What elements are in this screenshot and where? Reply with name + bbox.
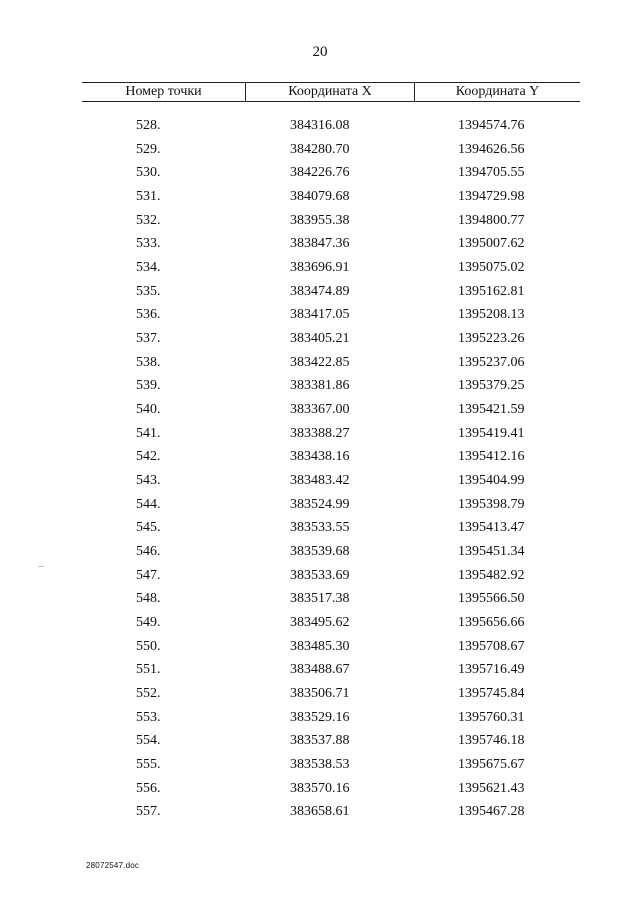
point-number-cell: 535. (136, 283, 161, 299)
margin-mark (38, 566, 44, 567)
coordinate-y-cell: 1395162.81 (458, 283, 525, 299)
coordinate-y-cell: 1395223.26 (458, 331, 525, 347)
point-number-cell: 552. (136, 686, 161, 702)
coordinate-x-cell: 383495.62 (290, 615, 350, 631)
coordinate-y-cell: 1395421.59 (458, 402, 525, 418)
table-row (82, 685, 580, 709)
table-row (82, 756, 580, 780)
point-number-cell: 534. (136, 260, 161, 276)
coordinate-x-cell: 383529.16 (290, 709, 350, 725)
coordinate-x-cell: 384226.76 (290, 165, 350, 181)
coordinate-y-cell: 1395208.13 (458, 307, 525, 323)
coordinate-y-cell: 1395760.31 (458, 709, 525, 725)
table-row (82, 354, 580, 378)
coordinate-x-cell: 384079.68 (290, 189, 350, 205)
coordinate-x-cell: 383381.86 (290, 378, 350, 394)
coordinate-x-cell: 383955.38 (290, 212, 350, 228)
coordinate-x-cell: 383474.89 (290, 283, 350, 299)
coordinate-x-cell: 383524.99 (290, 496, 350, 512)
table-row (82, 330, 580, 354)
coordinate-y-cell: 1395451.34 (458, 544, 525, 560)
point-number-cell: 537. (136, 331, 161, 347)
point-number-cell: 545. (136, 520, 161, 536)
coordinate-y-cell: 1395482.92 (458, 567, 525, 583)
table-row (82, 212, 580, 236)
point-number-cell: 547. (136, 567, 161, 583)
coordinate-x-cell: 383485.30 (290, 638, 350, 654)
coordinate-x-cell: 383537.88 (290, 733, 350, 749)
table-row (82, 141, 580, 165)
table-row (82, 377, 580, 401)
table-row (82, 780, 580, 804)
coordinate-y-cell: 1395745.84 (458, 686, 525, 702)
table-row (82, 164, 580, 188)
coordinate-y-cell: 1395716.49 (458, 662, 525, 678)
coordinate-y-cell: 1395675.67 (458, 757, 525, 773)
coordinate-y-cell: 1395656.66 (458, 615, 525, 631)
coordinate-x-cell: 383417.05 (290, 307, 350, 323)
point-number-cell: 543. (136, 473, 161, 489)
coordinate-y-cell: 1395404.99 (458, 473, 525, 489)
table-row (82, 448, 580, 472)
table-row (82, 567, 580, 591)
table-row (82, 519, 580, 543)
table-row (82, 638, 580, 662)
page-number: 20 (312, 44, 328, 60)
point-number-cell: 540. (136, 402, 161, 418)
coordinate-y-cell: 1395075.02 (458, 260, 525, 276)
coordinate-y-cell: 1395621.43 (458, 780, 525, 796)
coordinate-y-cell: 1395467.28 (458, 804, 525, 820)
point-number-cell: 550. (136, 638, 161, 654)
table-row (82, 235, 580, 259)
coordinate-y-cell: 1394729.98 (458, 189, 525, 205)
coordinate-y-cell: 1395412.16 (458, 449, 525, 465)
point-number-cell: 536. (136, 307, 161, 323)
coordinate-y-cell: 1395746.18 (458, 733, 525, 749)
table-row (82, 543, 580, 567)
table-row (82, 188, 580, 212)
coordinate-x-cell: 383367.00 (290, 402, 350, 418)
coordinate-x-cell: 383533.55 (290, 520, 350, 536)
table-row (82, 803, 580, 827)
coordinate-x-cell: 383696.91 (290, 260, 350, 276)
table-header (82, 82, 580, 102)
coordinate-x-cell: 383488.67 (290, 662, 350, 678)
table-row (82, 425, 580, 449)
coordinate-y-cell: 1395419.41 (458, 425, 525, 441)
point-number-cell: 531. (136, 189, 161, 205)
coordinate-x-cell: 383517.38 (290, 591, 350, 607)
table-row (82, 732, 580, 756)
coordinate-y-cell: 1395413.47 (458, 520, 525, 536)
coordinate-y-cell: 1394800.77 (458, 212, 525, 228)
coordinate-x-cell: 383533.69 (290, 567, 350, 583)
coordinate-x-cell: 383422.85 (290, 354, 350, 370)
table-row (82, 283, 580, 307)
coordinate-x-cell: 383405.21 (290, 331, 350, 347)
coordinate-x-cell: 383570.16 (290, 780, 350, 796)
coordinate-x-cell: 383483.42 (290, 473, 350, 489)
point-number-cell: 544. (136, 496, 161, 512)
table-row (82, 614, 580, 638)
coordinate-x-cell: 383847.36 (290, 236, 350, 252)
table-row (82, 496, 580, 520)
table-row (82, 661, 580, 685)
point-number-cell: 532. (136, 212, 161, 228)
coordinate-x-cell: 383539.68 (290, 544, 350, 560)
table-row (82, 401, 580, 425)
point-number-cell: 555. (136, 757, 161, 773)
coordinate-y-cell: 1394626.56 (458, 141, 525, 157)
coordinate-y-cell: 1394705.55 (458, 165, 525, 181)
point-number-cell: 541. (136, 425, 161, 441)
table-row (82, 117, 580, 141)
header-coordinate-y: Координата Y (455, 84, 540, 99)
coordinate-x-cell: 384316.08 (290, 118, 350, 133)
point-number-cell: 542. (136, 449, 161, 465)
coordinates-table-body (82, 117, 580, 827)
coordinate-y-cell: 1395566.50 (458, 591, 525, 607)
footer-filename: 28072547.doc (86, 861, 140, 870)
table-row (82, 259, 580, 283)
point-number-cell: 528. (136, 118, 161, 133)
point-number-cell: 549. (136, 615, 161, 631)
coordinate-x-cell: 383438.16 (290, 449, 350, 465)
coordinate-y-cell: 1395708.67 (458, 638, 525, 654)
point-number-cell: 533. (136, 236, 161, 252)
point-number-cell: 556. (136, 780, 161, 796)
coordinate-x-cell: 383506.71 (290, 686, 350, 702)
point-number-cell: 538. (136, 354, 161, 370)
point-number-cell: 554. (136, 733, 161, 749)
table-row (82, 709, 580, 733)
table-row (82, 472, 580, 496)
point-number-cell: 546. (136, 544, 161, 560)
point-number-cell: 539. (136, 378, 161, 394)
coordinate-x-cell: 383658.61 (290, 804, 350, 820)
coordinate-x-cell: 384280.70 (290, 141, 350, 157)
point-number-cell: 557. (136, 804, 161, 820)
coordinate-y-cell: 1394574.76 (458, 118, 525, 133)
table-row (82, 590, 580, 614)
coordinate-y-cell: 1395237.06 (458, 354, 525, 370)
coordinate-x-cell: 383538.53 (290, 757, 350, 773)
point-number-cell: 530. (136, 165, 161, 181)
header-point-number: Номер точки (82, 83, 246, 101)
point-number-cell: 553. (136, 709, 161, 725)
header-coordinate-x: Координата X (246, 83, 415, 101)
point-number-cell: 551. (136, 662, 161, 678)
table-row (82, 306, 580, 330)
coordinate-y-cell: 1395007.62 (458, 236, 525, 252)
coordinate-y-cell: 1395379.25 (458, 378, 525, 394)
point-number-cell: 548. (136, 591, 161, 607)
coordinate-x-cell: 383388.27 (290, 425, 350, 441)
point-number-cell: 529. (136, 141, 161, 157)
coordinate-y-cell: 1395398.79 (458, 496, 525, 512)
